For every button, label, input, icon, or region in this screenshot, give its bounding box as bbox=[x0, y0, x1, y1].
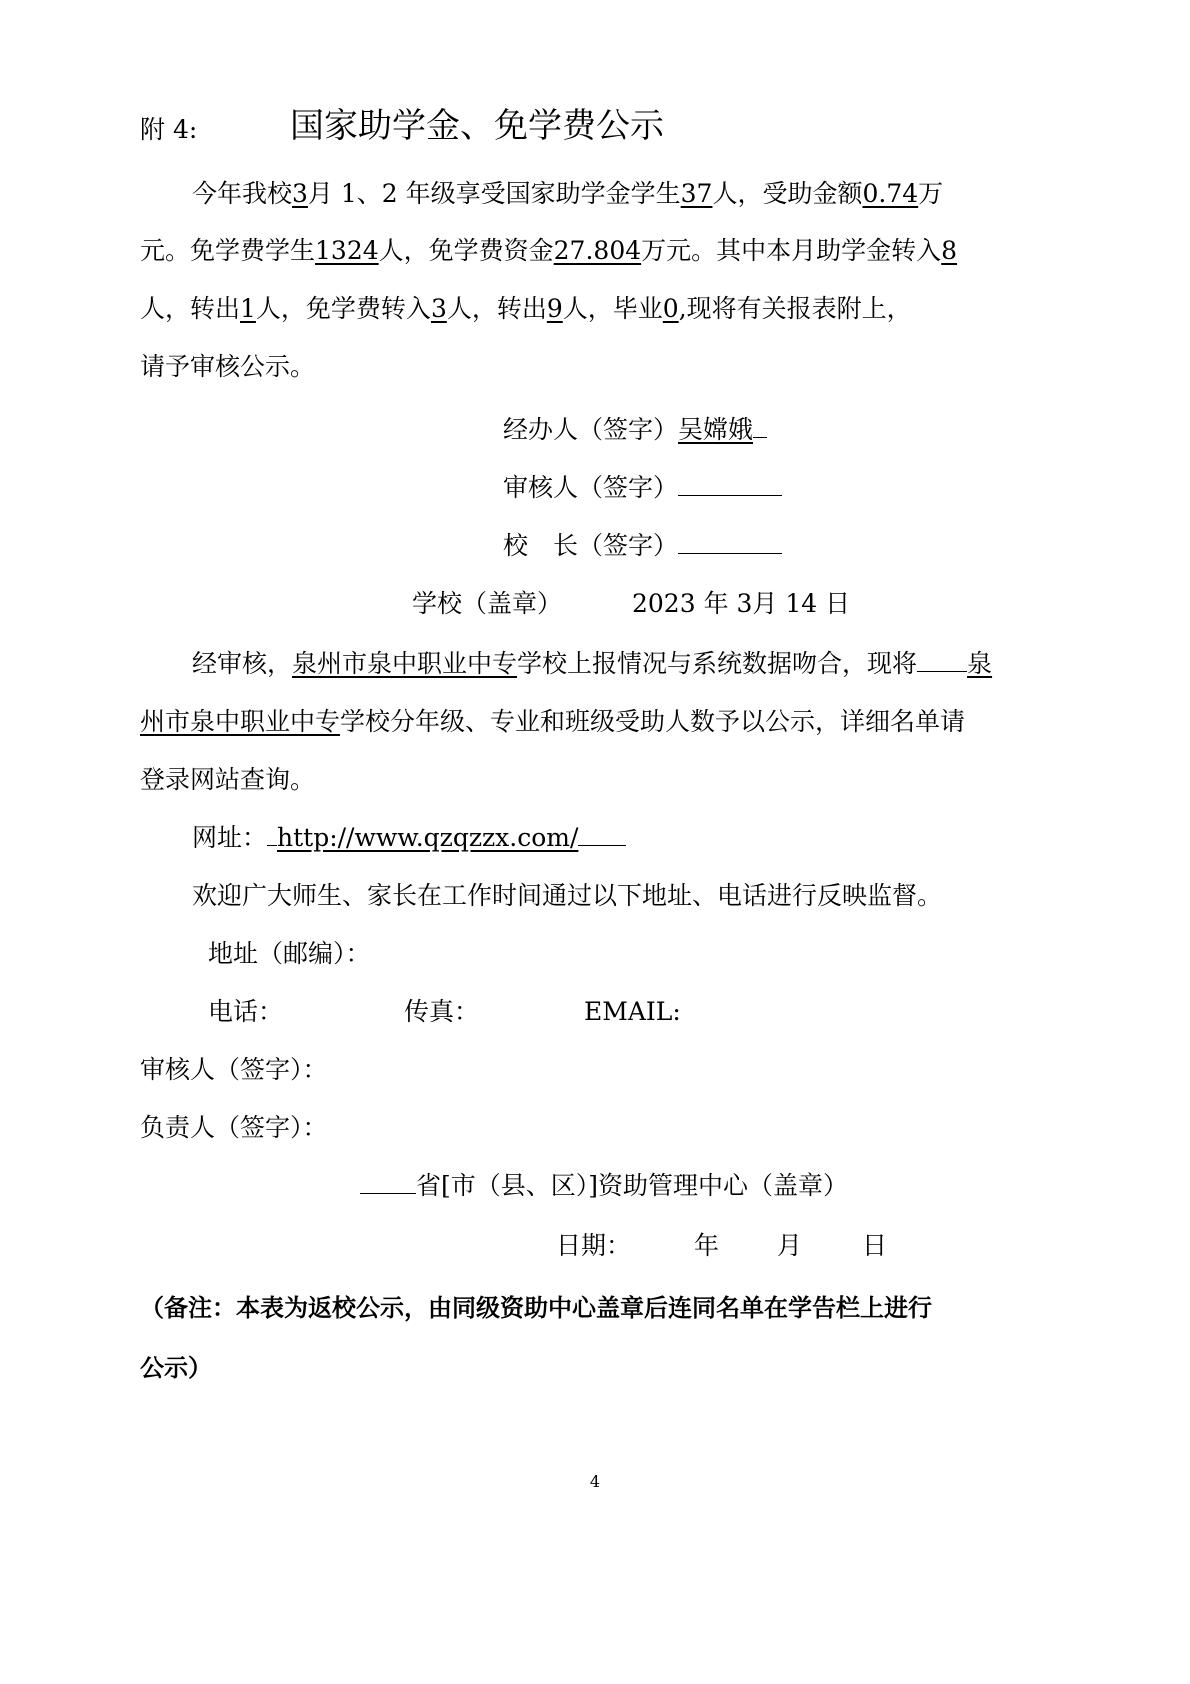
fax-label: 传真： bbox=[404, 997, 480, 1026]
reviewer-signature: 审核人（签字） bbox=[503, 470, 782, 506]
para1-line1: 今年我校3月 1、2 年级享受国家助学金学生37人，受助金额0.74万 bbox=[192, 179, 944, 208]
center-seal: 省[市（县、区）]资助管理中心（盖章） bbox=[360, 1168, 848, 1204]
para1-line4: 请予审核公示。 bbox=[140, 352, 316, 381]
aid-students-value: 37 bbox=[680, 179, 713, 208]
principal-signature-blank bbox=[678, 529, 782, 554]
aid-in-value: 8 bbox=[941, 236, 958, 265]
school-date: 2023 年 3月 14 日 bbox=[632, 589, 851, 618]
email-label: EMAIL: bbox=[584, 997, 681, 1026]
school-seal: 学校（盖章） bbox=[412, 589, 563, 618]
website-line: 网址： http://www.qzqzzx.com/ bbox=[192, 820, 626, 856]
free-in-value: 3 bbox=[430, 294, 447, 323]
note-line2: 公示） bbox=[140, 1354, 212, 1382]
center-date-year: 年 bbox=[694, 1231, 720, 1260]
aid-amount-value: 0.74 bbox=[862, 179, 919, 208]
para1-line3: 人，转出1人，免学费转入3人，转出9人，毕业0,现将有关报表附上， bbox=[140, 294, 912, 323]
para2-line1: 经审核，泉州市泉中职业中专学校上报情况与系统数据吻合，现将 泉 bbox=[192, 649, 993, 678]
free-out-value: 9 bbox=[546, 294, 563, 323]
center-date-day: 日 bbox=[862, 1231, 888, 1260]
handler-signature: 经办人（签字）吴嫦娥 bbox=[503, 412, 767, 448]
phone-label: 电话： bbox=[208, 997, 284, 1026]
school-name-2a: 泉 bbox=[967, 649, 993, 678]
para2-line2: 州市泉中职业中专学校分年级、专业和班级受助人数予以公示，详细名单请 bbox=[140, 707, 966, 736]
welcome-text: 欢迎广大师生、家长在工作时间通过以下地址、电话进行反映监督。 bbox=[192, 881, 943, 910]
principal-signature: 校 长（签字） bbox=[503, 528, 782, 564]
free-amount-value: 27.804 bbox=[553, 236, 642, 265]
para1-line2: 元。免学费学生1324人，免学费资金27.804万元。其中本月助学金转入8 bbox=[140, 236, 958, 265]
month-value: 3 bbox=[292, 179, 308, 208]
school-name-2b: 州市泉中职业中专 bbox=[140, 707, 341, 736]
page-number: 4 bbox=[589, 1472, 601, 1491]
center-date-month: 月 bbox=[777, 1231, 803, 1260]
center-date-label: 日期： bbox=[556, 1231, 632, 1260]
attachment-label: 附 4: bbox=[140, 115, 198, 144]
free-students-value: 1324 bbox=[315, 236, 379, 265]
responsible-signature: 负责人（签字）： bbox=[140, 1113, 328, 1142]
page-title: 国家助学金、免学费公示 bbox=[290, 106, 664, 146]
handler-name: 吴嫦娥 bbox=[678, 415, 754, 444]
website-url[interactable]: http://www.qzqzzx.com/ bbox=[277, 823, 579, 852]
reviewer-signature-blank bbox=[678, 471, 782, 496]
note-line1: （备注：本表为返校公示，由同级资助中心盖章后连同名单在学告栏上进行 bbox=[140, 1294, 932, 1322]
center-reviewer-signature: 审核人（签字）： bbox=[140, 1055, 328, 1084]
para2-line3: 登录网站查询。 bbox=[140, 765, 316, 794]
school-name-1: 泉州市泉中职业中专 bbox=[292, 649, 518, 678]
address-label: 地址（邮编）： bbox=[208, 939, 371, 968]
aid-out-value: 1 bbox=[240, 294, 256, 323]
graduated-value: 0 bbox=[662, 294, 679, 323]
